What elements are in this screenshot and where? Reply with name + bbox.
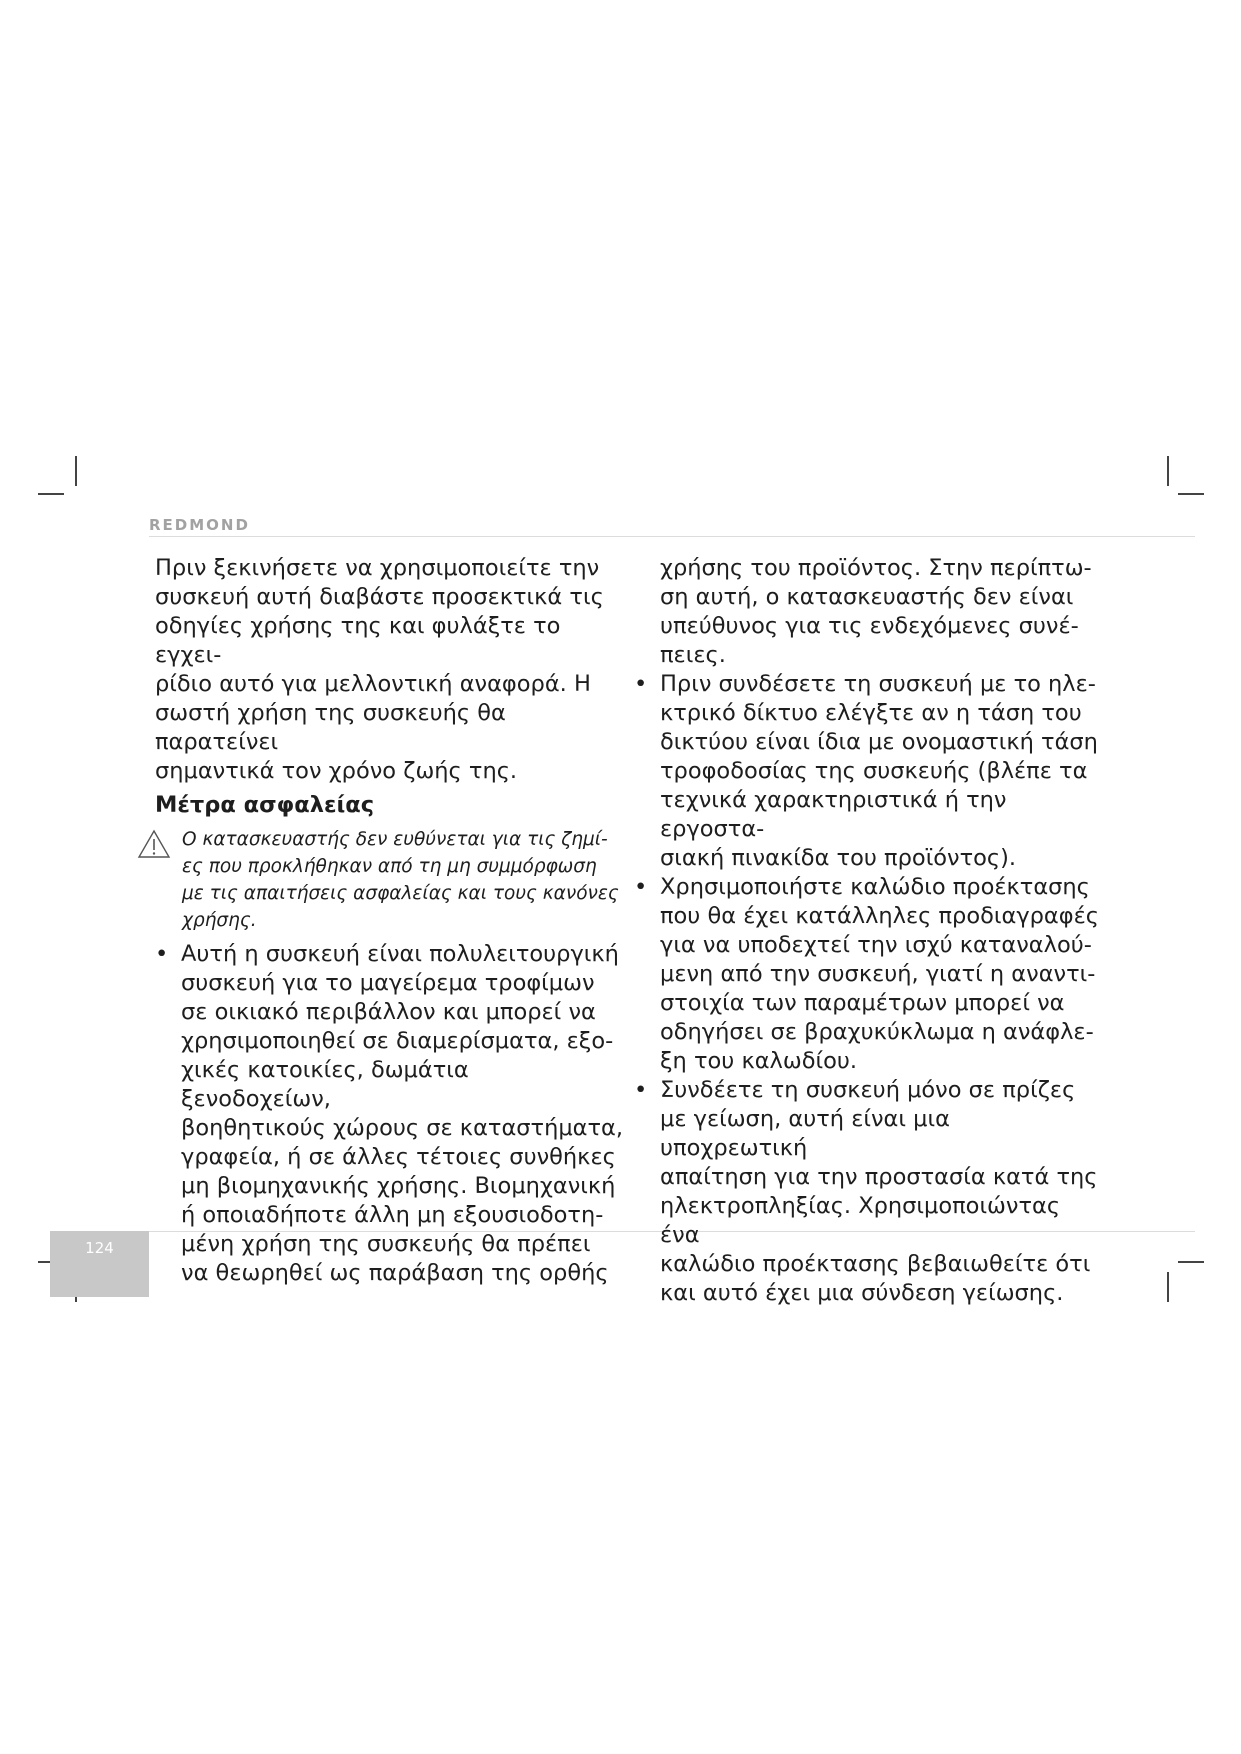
- list-item: [155, 940, 625, 1288]
- intro-paragraph: Πριν ξεκινήσετε να χρησιμοποιείτε την συσκευή αυτή διαβάστε προσεκτικά τις οδηγίες χρήσης της και φυλάξτε το εγχει- ρίδιο αυτό για μελλοντική αναφορά. Η σωστή χρήση της συσκευής θα παρατείνει σημαντικά τον χρόνο ζωής της.: [155, 555, 604, 784]
- list-item-text: χρήσης του προϊόντος. Στην περίπτω- ση αυτή, ο κατασκευαστής δεν είναι υπεύθυνος για τις ενδεχόμενες συνέ- πειες.: [660, 555, 1092, 668]
- bullet-symbol: •: [634, 1077, 648, 1103]
- right-column: [634, 554, 1104, 1308]
- crop-mark: [75, 456, 77, 486]
- list-item-text: Συνδέετε τη συσκευή μόνο σε πρίζες με γείωση, αυτή είναι μια υποχρεωτική απαίτηση για την προστασία κατά της ηλεκτροπληξίας. Χρησιμοποιώντας ένα καλώδιο προέκτασης βεβαιωθείτε ότι και αυτό έχει μια σύνδεση γείωσης.: [660, 1077, 1098, 1306]
- warning-note: [155, 826, 625, 934]
- brand-logo: REDMOND: [149, 516, 250, 534]
- bullet-symbol: •: [634, 671, 648, 697]
- list-item-continuation: [634, 554, 1104, 670]
- crop-mark: [1178, 493, 1204, 495]
- page-number-box: [50, 1231, 149, 1297]
- header-rule: [149, 536, 1195, 537]
- left-column: [155, 554, 625, 1288]
- bullet-symbol: •: [155, 941, 169, 967]
- list-item-text: Χρησιμοποιήστε καλώδιο προέκτασης που θα έχει κατάλληλες προδιαγραφές για να υποδεχτεί την ισχύ καταναλού- μενη από την συσκευή, γιατί η αναντι- στοιχία των παραμέτρων μπορεί να οδηγήσει σε βραχυκύκλωμα η ανάφλε- ξη του καλωδίου.: [660, 874, 1099, 1074]
- warning-triangle-icon: [137, 829, 171, 859]
- list-item-text: Αυτή η συσκευή είναι πολυλειτουργική συσκευή για το μαγείρεμα τροφίμων σε οικιακό περιβάλλον και μπορεί να χρησιμοποιηθεί σε διαμερίσματα, εξο- χικές κατοικίες, δωμάτια ξενοδοχείων, βοηθητικούς χώρους σε καταστήματα, γραφεία, ή σε άλλες τέτοιες συνθήκες μη βιομηχανικής χρήσης. Βιομηχανική ή οποιαδήποτε άλλη μη εξουσιοδοτη- μένη χρήση της συσκευής θα πρέπει να θεωρηθεί ως παράβαση της ορθής: [181, 941, 624, 1286]
- section-heading: Μέτρα ασφαλείας: [155, 792, 375, 818]
- list-item: [634, 1076, 1104, 1308]
- crop-mark: [1178, 1261, 1204, 1263]
- list-item: [634, 873, 1104, 1076]
- crop-mark: [38, 493, 64, 495]
- list-item: [634, 670, 1104, 873]
- crop-mark: [1167, 1272, 1169, 1302]
- warning-text: Ο κατασκευαστής δεν ευθύνεται για τις ζημί- ες που προκλήθηκαν από τη μη συμμόρφωση με τις απαιτήσεις ασφαλείας και τους κανόνες χρήσης.: [182, 829, 619, 931]
- crop-mark: [1167, 456, 1169, 486]
- bullet-symbol: •: [634, 874, 648, 900]
- list-item-text: Πριν συνδέσετε τη συσκευή με το ηλε- κτρικό δίκτυο ελέγξτε αν η τάση του δικτύου είναι ίδια με ονομαστική τάση τροφοδοσίας της συσκευής (βλέπε τα τεχνικά χαρακτηριστικά ή την εργοστα- σιακή πινακίδα του προϊόντος).: [660, 671, 1098, 871]
- page-number: 124: [85, 1239, 114, 1257]
